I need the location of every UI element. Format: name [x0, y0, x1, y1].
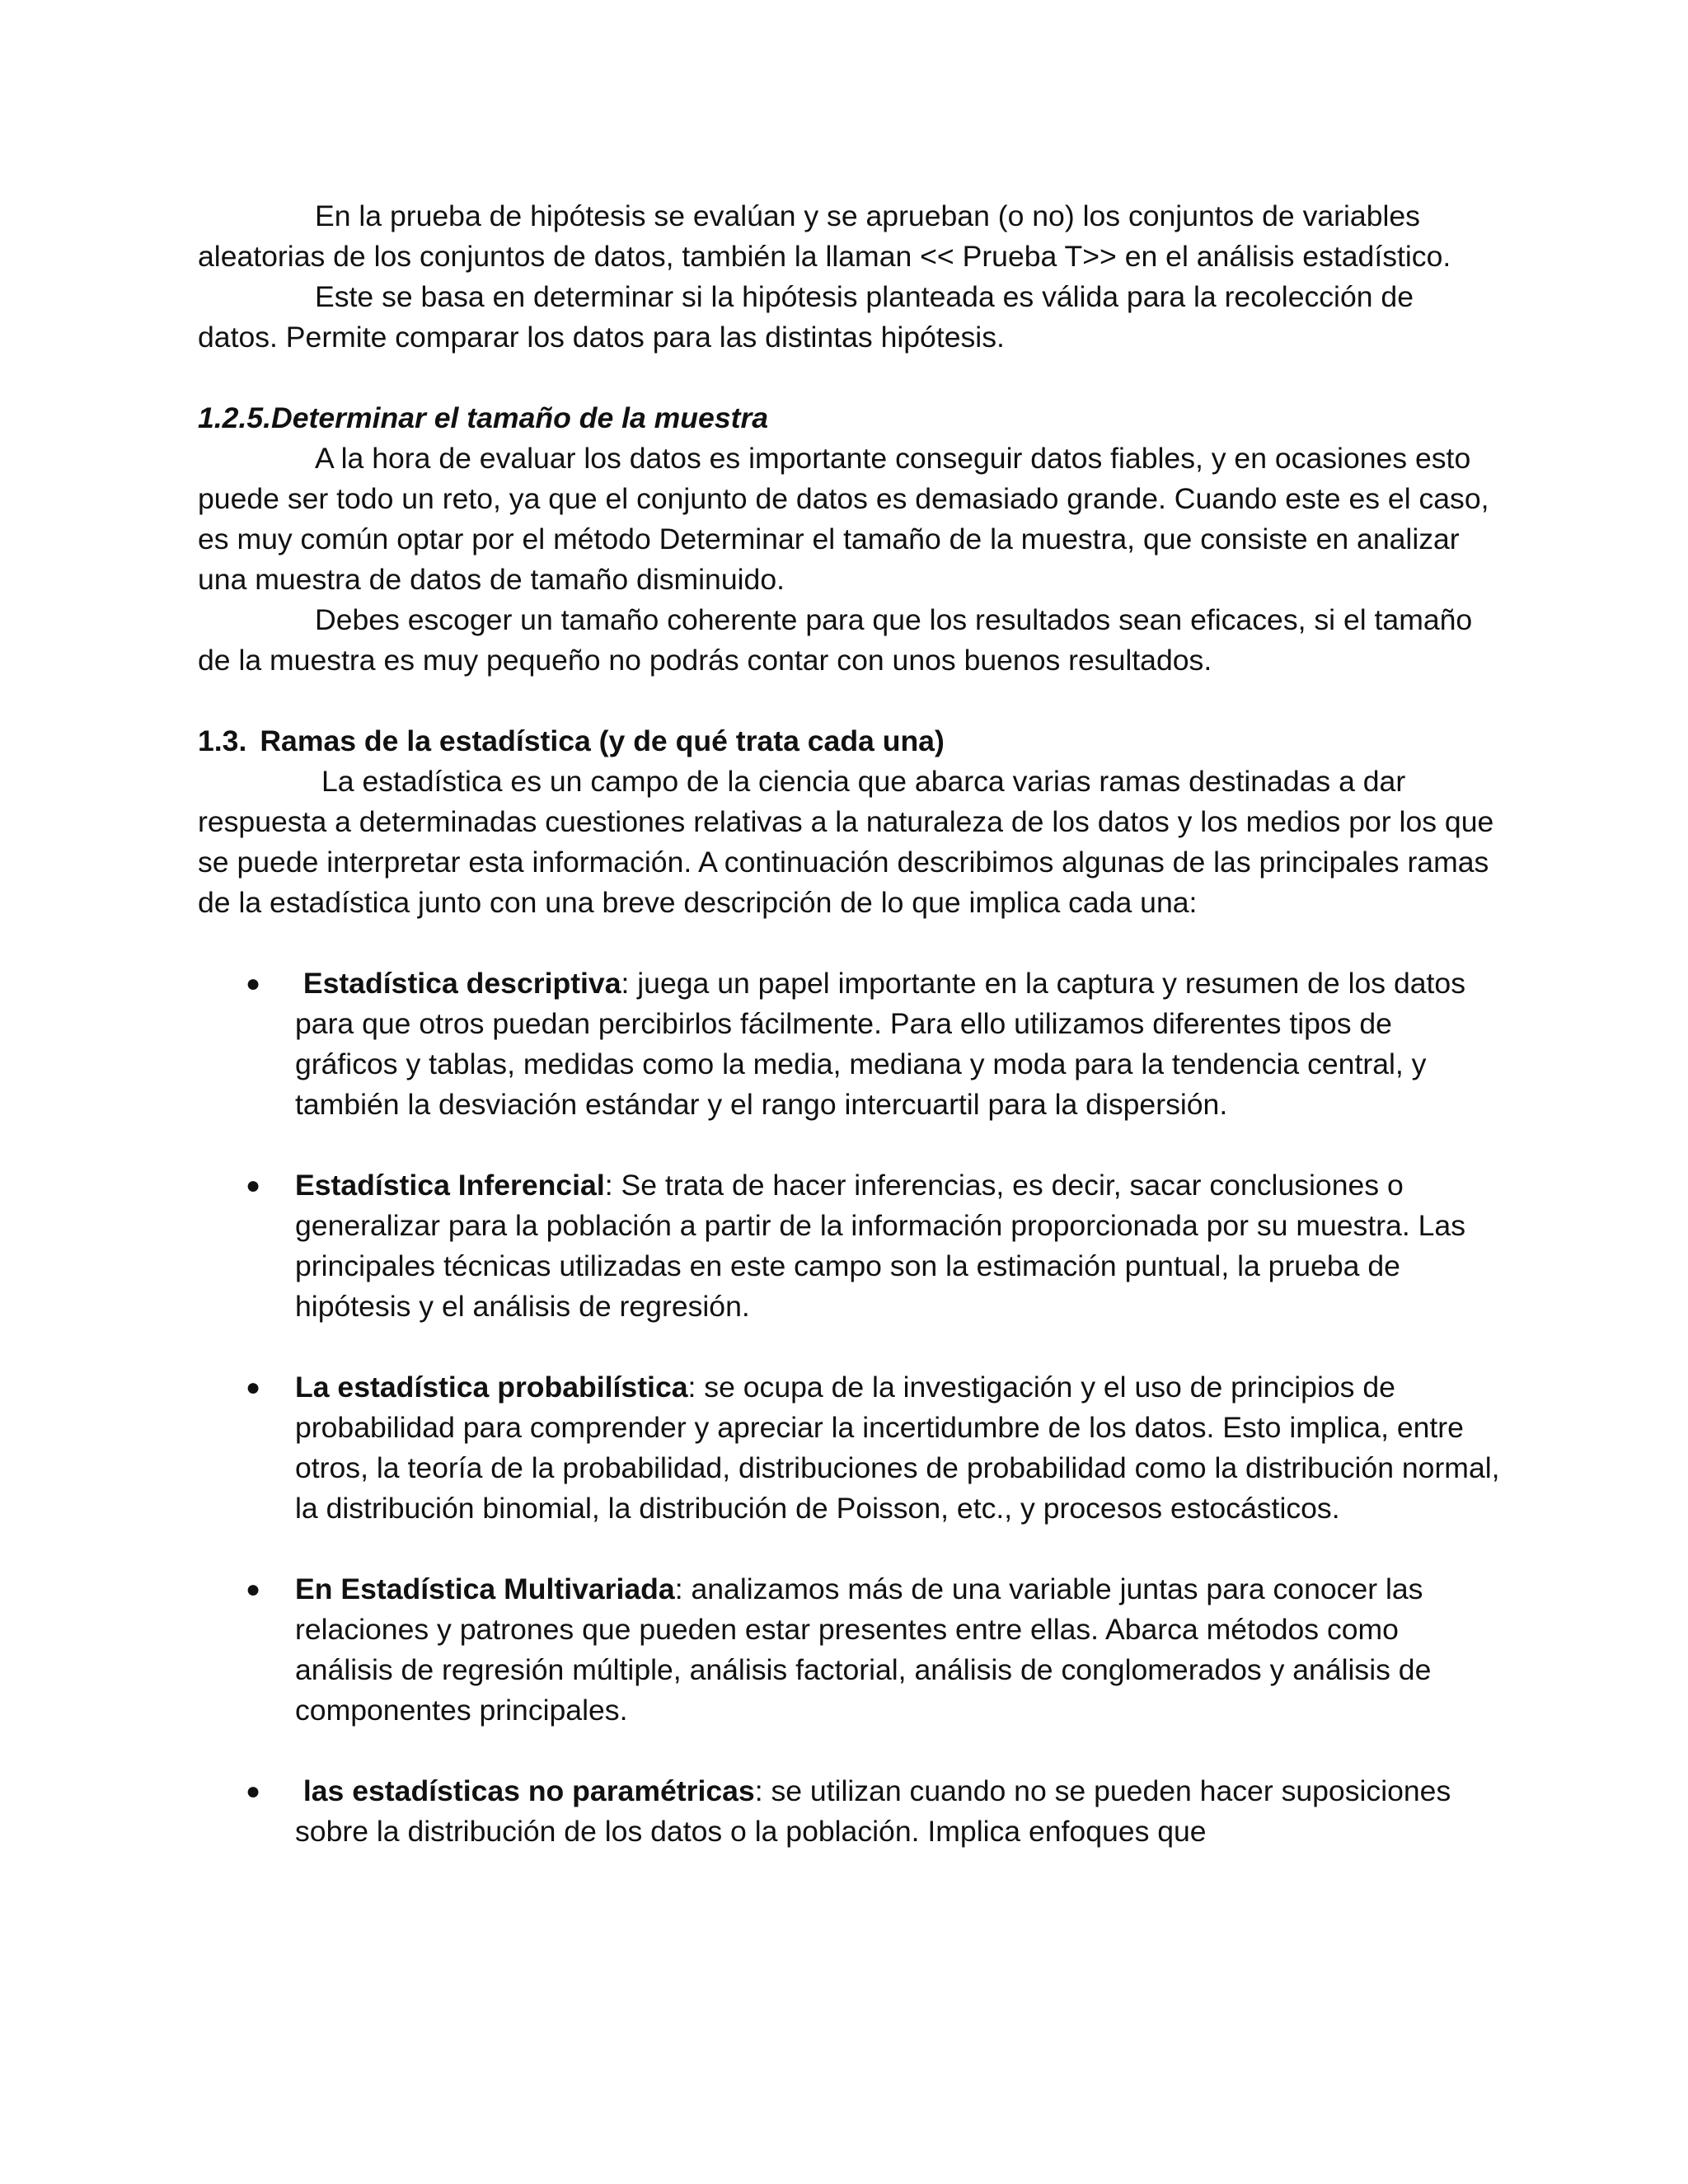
section-title: Ramas de la estadística (y de qué trata cada una): [260, 724, 945, 757]
list-item: [198, 1367, 1500, 1529]
paragraph-hypothesis-validity: Este se basa en determinar si la hipótesis planteada es válida para la recolección de datos. Permite comparar los datos para las distintas hipótesis.: [198, 280, 1414, 354]
list-item: [198, 1771, 1500, 1852]
spacer: [198, 923, 1500, 963]
paragraph-sample-size-choice: Debes escoger un tamaño coherente para que los resultados sean eficaces, si el tamaño de la muestra es muy pequeño no podrás contar con unos buenos resultados.: [198, 603, 1473, 677]
branch-description: : se utilizan cuando no se pueden hacer suposiciones sobre la distribución de los datos o la población. Implica enfoques que: [295, 1774, 1451, 1848]
spacer: [198, 681, 1500, 721]
branch-term: Estadística descriptiva: [302, 967, 621, 1000]
branch-description: : analizamos más de una variable juntas para conocer las relaciones y patrones que pueden estar presentes entre ellas. Abarca métodos como análisis de regresión múltiple, análisis factorial, análisis de conglomerados y análisis de componentes principales.: [295, 1572, 1432, 1727]
bullet-icon: ●: [246, 1374, 261, 1401]
branch-term: La estadística probabilística: [295, 1371, 688, 1404]
section-heading-1-3: [198, 721, 1500, 762]
bullet-icon: ●: [246, 970, 261, 997]
bullet-icon: ●: [246, 1778, 261, 1805]
list-item: [198, 1569, 1500, 1731]
paragraph-sample-size: A la hora de evaluar los datos es importante conseguir datos fiables, y en ocasiones esto puede ser todo un reto, ya que el conjunto de datos es demasiado grande. Cuando este es el caso, es muy común optar por el método Determinar el tamaño de la muestra, que consiste en analizar una muestra de datos de tamaño disminuido.: [198, 442, 1489, 596]
bullet-icon: ●: [246, 1576, 261, 1603]
branch-description: : Se trata de hacer inferencias, es decir, sacar conclusiones o generalizar para la población a partir de la información proporcionada por su muestra. Las principales técnicas utilizadas en este campo son la estimación puntual, la prueba de hipótesis y el análisis de regresión.: [295, 1169, 1465, 1323]
bullet-icon: ●: [246, 1172, 261, 1199]
section-number: 1.3.: [198, 724, 247, 757]
paragraph-branches-intro: La estadística es un campo de la ciencia que abarca varias ramas destinadas a dar respuesta a determinadas cuestiones relativas a la naturaleza de los datos y los medios por los que se puede interpretar esta información. A continuación describimos algunas de las principales ramas de la estadística junto con una breve descripción de lo que implica cada una:: [198, 765, 1494, 919]
spacer: [198, 358, 1500, 398]
branch-term: las estadísticas no paramétricas: [302, 1774, 755, 1807]
branch-term: En Estadística Multivariada: [295, 1572, 675, 1605]
list-item: [198, 1165, 1500, 1327]
branch-description: : juega un papel importante en la captura y resumen de los datos para que otros puedan percibirlos fácilmente. Para ello utilizamos diferentes tipos de gráficos y tablas, medidas como la media, mediana y moda para la tendencia central, y también la desviación estándar y el rango intercuartil para la dispersión.: [295, 967, 1466, 1121]
branch-description: : se ocupa de la investigación y el uso de principios de probabilidad para comprender y apreciar la incertidumbre de los datos. Esto implica, entre otros, la teoría de la probabilidad, distribuciones de probabilidad como la distribución normal, la distribución binomial, la distribución de Poisson, etc., y procesos estocásticos.: [295, 1371, 1500, 1525]
branches-list: [198, 963, 1500, 1852]
document-page: [198, 196, 1500, 1852]
list-item: [198, 963, 1500, 1125]
section-heading-1-2-5: 1.2.5.Determinar el tamaño de la muestra: [198, 401, 769, 434]
paragraph-hypothesis-test: En la prueba de hipótesis se evalúan y se aprueban (o no) los conjuntos de variables aleatorias de los conjuntos de datos, también la llaman << Prueba T>> en el análisis estadístico.: [198, 199, 1451, 273]
branch-term: Estadística Inferencial: [295, 1169, 605, 1202]
